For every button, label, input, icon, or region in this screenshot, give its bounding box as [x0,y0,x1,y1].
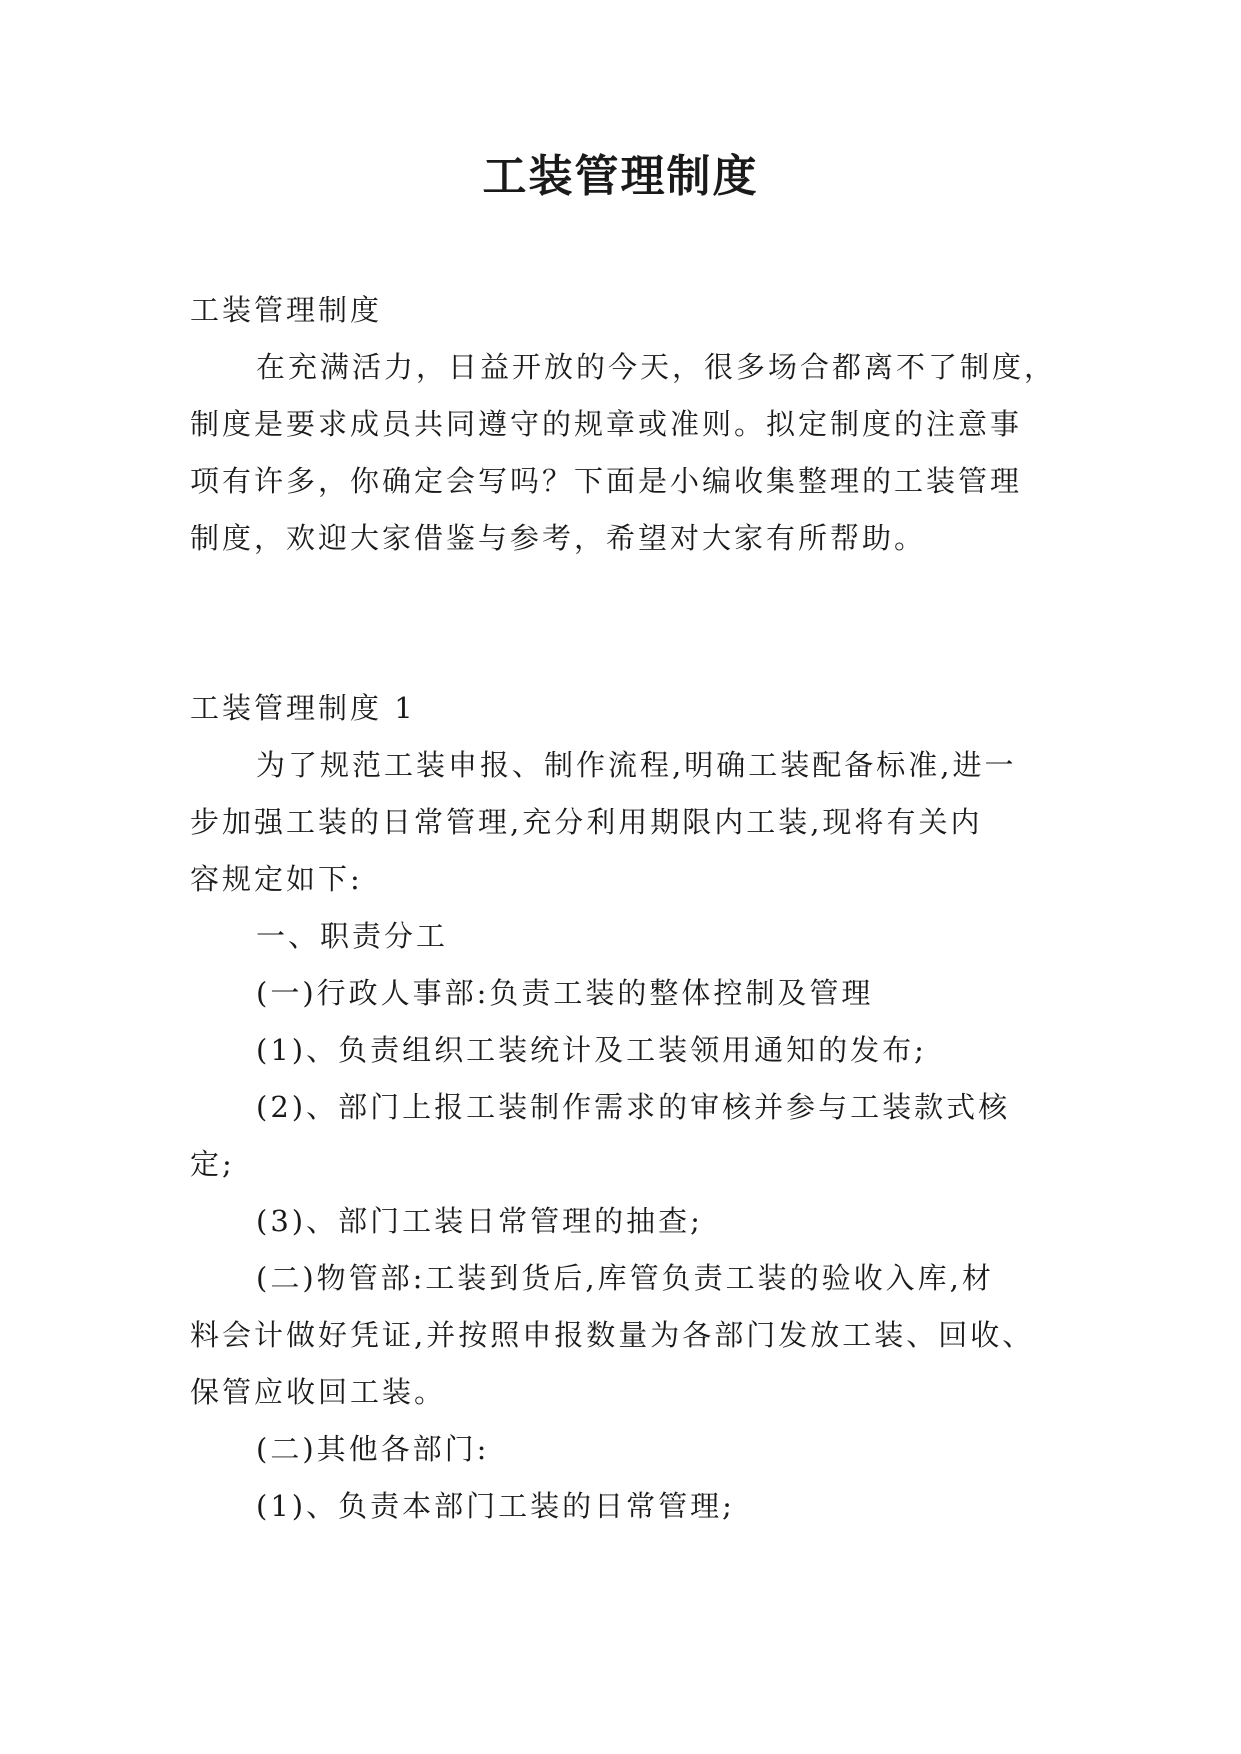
body-line: 定; [190,1147,235,1181]
body-line: (3)、部门工装日常管理的抽查; [256,1204,703,1238]
body-line: 步加强工装的日常管理,充分利用期限内工装,现将有关内 [190,805,983,839]
section-body [190,737,1070,1535]
body-line: (1)、负责组织工装统计及工装领用通知的发布; [256,1033,927,1067]
body-line: (一)行政人事部:负责工装的整体控制及管理 [256,976,874,1010]
body-line: (1)、负责本部门工装的日常管理; [256,1489,735,1523]
section-heading: 工装管理制度 1 [190,691,416,725]
intro-line: 项有许多，你确定会写吗？下面是小编收集整理的工装管理 [190,464,1023,498]
document-title: 工装管理制度 [482,151,759,202]
intro-heading: 工装管理制度 [190,293,383,327]
body-line: 为了规范工装申报、制作流程,明确工装配备标准,进一 [256,748,1017,782]
body-line: 容规定如下: [190,862,363,896]
body-line: 一、职责分工 [256,919,449,953]
body-line: (2)、部门上报工装制作需求的审核并参与工装款式核 [256,1090,1011,1124]
intro-line: 制度，欢迎大家借鉴与参考，希望对大家有所帮助。 [190,521,927,555]
body-line: 料会计做好凭证,并按照申报数量为各部门发放工装、回收、 [190,1318,1035,1352]
body-line: (二)物管部:工装到货后,库管负责工装的验收入库,材 [256,1261,994,1295]
intro-line: 制度是要求成员共同遵守的规章或准则。拟定制度的注意事 [190,407,1023,441]
section-1 [190,680,1070,1535]
body-line: (二)其他各部门: [256,1432,490,1466]
intro-section [190,282,1070,567]
intro-line: 在充满活力，日益开放的今天，很多场合都离不了制度， [256,350,1057,384]
body-line: 保管应收回工装。 [190,1375,447,1409]
